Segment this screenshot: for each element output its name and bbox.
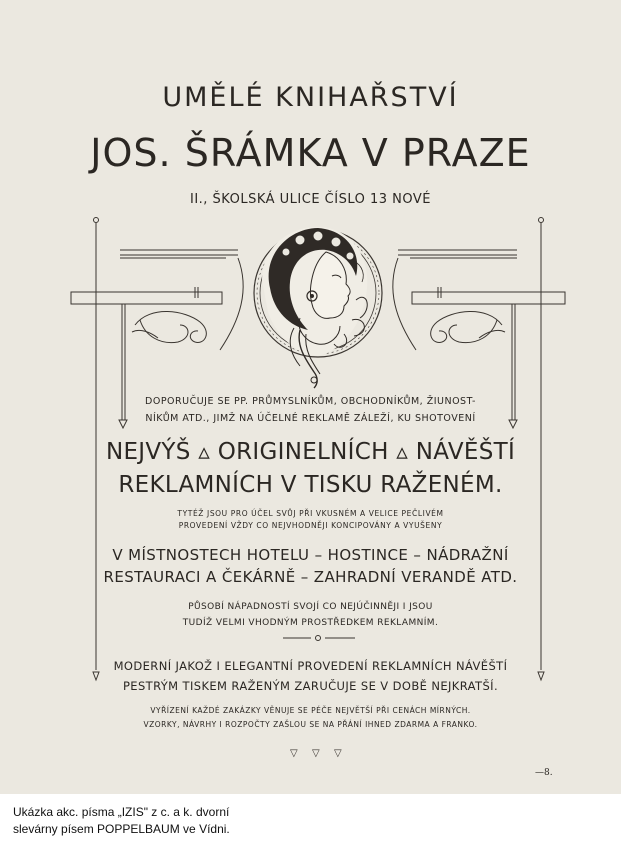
rail-dot-left-top [94, 218, 99, 223]
caption-line-1: Ukázka akc. písma „IZIS" z c. a k. dvorní [13, 805, 230, 819]
modern-line-1: MODERNÍ JAKOŽ I ELEGANTNÍ PROVEDENÍ REKLAMNÍCH NÁVĚŠTÍ [113, 659, 508, 673]
side-bar-left [71, 292, 222, 304]
intro-line-1: DOPORUČUJE SE PP. PRŮMYSLNÍKŮM, OBCHODNÍKŮM, ŽIUNOST- [145, 396, 476, 407]
headline-line-1: NEJVÝŠ ▵ ORIGINELNÍCH ▵ NÁVĚŠTÍ [105, 439, 516, 465]
modern-paragraph [0, 656, 621, 696]
caption-text [13, 804, 230, 838]
note-line-1: VYŘÍZENÍ KAŽDÉ ZAKÁZKY VĚNUJE SE PÉČE NEJVĚTŠÍ PŘI CENÁCH MÍRNÝCH. [150, 706, 471, 715]
places-heading [0, 544, 621, 588]
triangle-ornament: ▽ [290, 748, 298, 759]
headline-line-2: REKLAMNÍCH V TISKU RAŽENÉM. [118, 472, 503, 498]
title-line-2: JOS. ŠRÁMKA V PRAZE [90, 131, 531, 175]
section-divider [283, 636, 355, 641]
page-number: —8. [535, 768, 553, 778]
triangle-ornament: ▽ [312, 748, 320, 759]
main-headline [0, 436, 621, 502]
swirl-left [135, 311, 206, 342]
swirl-right [431, 311, 502, 342]
modern-line-2: PESTRÝM TISKEM RAŽENÝM ZARUČUJE SE V DOBĚ NEJKRATŠÍ. [122, 679, 499, 693]
intro-paragraph [0, 393, 621, 427]
caption-panel [0, 794, 621, 860]
intro-line-2: NÍKŮM ATD., JIMŽ NA ÚČELNÉ REKLAMĚ ZÁLEŽÍ, KU SHOTOVENÍ [145, 413, 476, 424]
effect-line-1: PŮSOBÍ NÁPADNOSTÍ SVOJÍ CO NEJÚČINNĚJI I JSOU [188, 602, 433, 612]
note-line-2: VZORKY, NÁVRHY I ROZPOČTY ZAŠLOU SE NA PŘÁNÍ IHNED ZDARMA A FRANKO. [143, 720, 478, 729]
address-line: II., ŠKOLSKÁ ULICE ČÍSLO 13 NOVÉ [189, 192, 431, 207]
small-line-2: PROVEDENÍ VŽDY CO NEJVHODNĚJI KONCIPOVÁNY A VYUŠENY [178, 521, 443, 530]
side-bar-right [412, 292, 565, 304]
rail-dot-right-top [539, 218, 544, 223]
places-line-1: V MÍSTNOSTECH HOTELU – HOSTINCE – NÁDRAŽNÍ [112, 546, 509, 564]
note-paragraph [0, 704, 621, 732]
portrait-medallion [254, 227, 382, 388]
places-line-2: RESTAURACI A ČEKÁRNĚ – ZAHRADNÍ VERANDĚ ATD. [103, 568, 518, 586]
caption-line-2: slevárny písem POPPELBAUM ve Vídni. [13, 822, 230, 836]
small-paragraph [0, 508, 621, 532]
triangle-ornament: ▽ [334, 748, 342, 759]
effect-paragraph [0, 599, 621, 631]
small-line-1: TYTÉŽ JSOU PRO ÚČEL SVŮJ PŘI VKUSNÉM A VELICE PEČLIVÉM [177, 509, 444, 518]
title-line-1: UMĚLÉ KNIHAŘSTVÍ [162, 82, 459, 113]
effect-line-2: TUDÍŽ VELMI VHODNÝM PROSTŘEDKEM REKLAMNÍM. [182, 618, 439, 628]
